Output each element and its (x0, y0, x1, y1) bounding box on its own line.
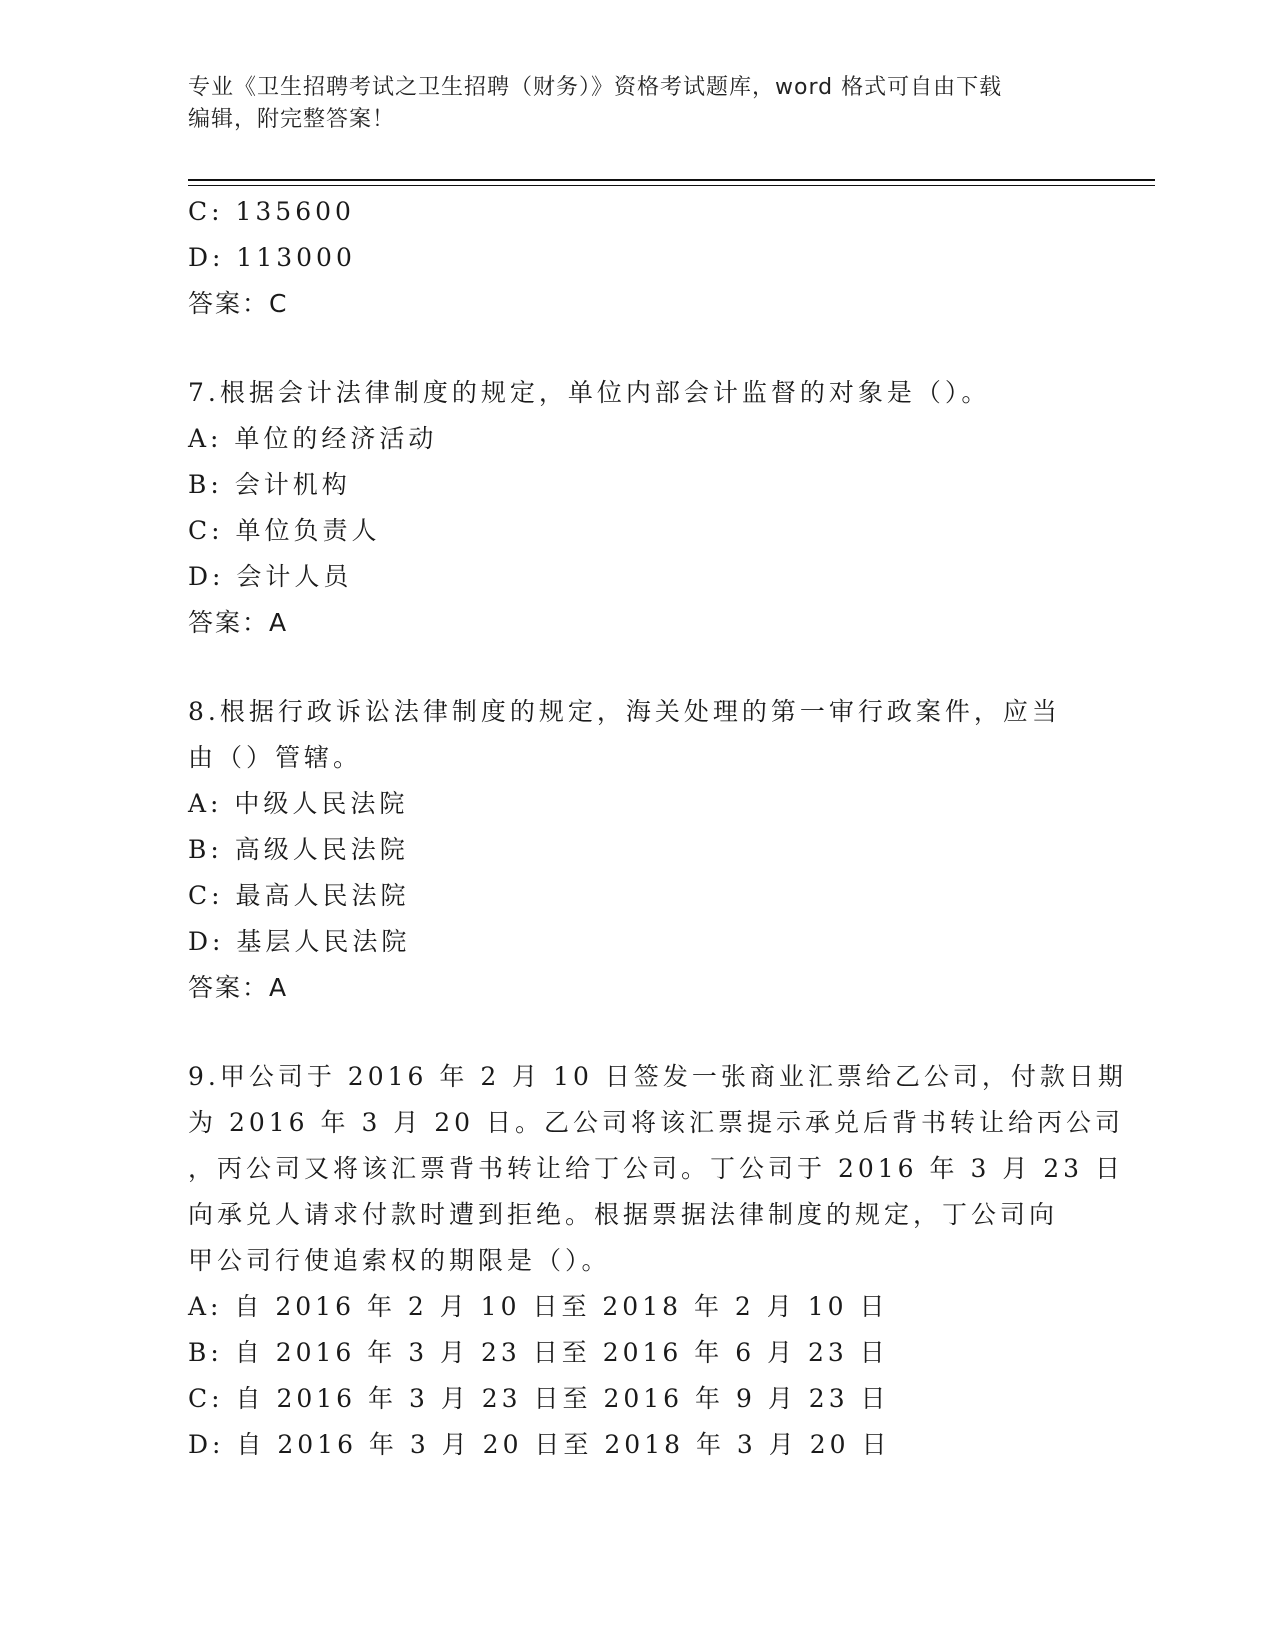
option-a: A: 自 2016 年 2 月 10 日至 2018 年 2 月 10 日 (188, 1292, 889, 1321)
header-line-1: 专业《卫生招聘考试之卫生招聘（财务）》资格考试题库，word 格式可自由下载 (188, 75, 1003, 100)
question-stem-line-5: 甲公司行使追索权的期限是（）。 (188, 1246, 611, 1275)
document-header (188, 72, 1068, 136)
spacer (188, 646, 1068, 689)
spacer (188, 1011, 1068, 1054)
option-c: C: 自 2016 年 3 月 23 日至 2016 年 9 月 23 日 (188, 1384, 890, 1413)
option-c: C: 单位负责人 (188, 516, 381, 545)
spacer (188, 327, 1068, 370)
header-divider-thin (188, 185, 1155, 186)
header-line-2: 编辑，附完整答案！ (188, 107, 396, 132)
question-stem: 7.根据会计法律制度的规定，单位内部会计监督的对象是（）。 (188, 378, 991, 407)
option-d: D: 基层人民法院 (188, 927, 411, 956)
question-stem-line-1: 9.甲公司于 2016 年 2 月 10 日签发一张商业汇票给乙公司，付款日期 (188, 1062, 1127, 1091)
question-list (188, 189, 1127, 1468)
question-8 (188, 689, 1068, 1011)
option-d: D: 自 2016 年 3 月 20 日至 2018 年 3 月 20 日 (188, 1430, 891, 1459)
question-stem-line-2: 为 2016 年 3 月 20 日。乙公司将该汇票提示承兑后背书转让给丙公司 (188, 1108, 1125, 1137)
header-divider-thick (188, 179, 1155, 181)
option-b: B: 会计机构 (188, 470, 351, 499)
question-stem-line-4: 向承兑人请求付款时遭到拒绝。根据票据法律制度的规定，丁公司向 (188, 1200, 1059, 1229)
option-d: D: 会计人员 (188, 562, 353, 591)
question-stem-line-1: 8.根据行政诉讼法律制度的规定，海关处理的第一审行政案件，应当 (188, 697, 1061, 726)
question-stem-line-3: ，丙公司又将该汇票背书转让给丁公司。丁公司于 2016 年 3 月 23 日 (188, 1154, 1125, 1183)
option-a: A: 单位的经济活动 (188, 424, 438, 453)
answer: 答案：C (188, 289, 289, 318)
option-d: D: 113000 (188, 243, 356, 272)
question-7 (188, 370, 1068, 646)
option-c: C: 最高人民法院 (188, 881, 410, 910)
question-6-tail (188, 189, 1068, 327)
question-stem-line-2: 由（）管辖。 (188, 743, 363, 772)
question-9 (188, 1054, 1127, 1468)
answer: 答案：A (188, 973, 289, 1002)
answer: 答案：A (188, 608, 289, 637)
option-c: C: 135600 (188, 197, 355, 226)
option-a: A: 中级人民法院 (188, 789, 409, 818)
option-b: B: 高级人民法院 (188, 835, 409, 864)
option-b: B: 自 2016 年 3 月 23 日至 2016 年 6 月 23 日 (188, 1338, 889, 1367)
